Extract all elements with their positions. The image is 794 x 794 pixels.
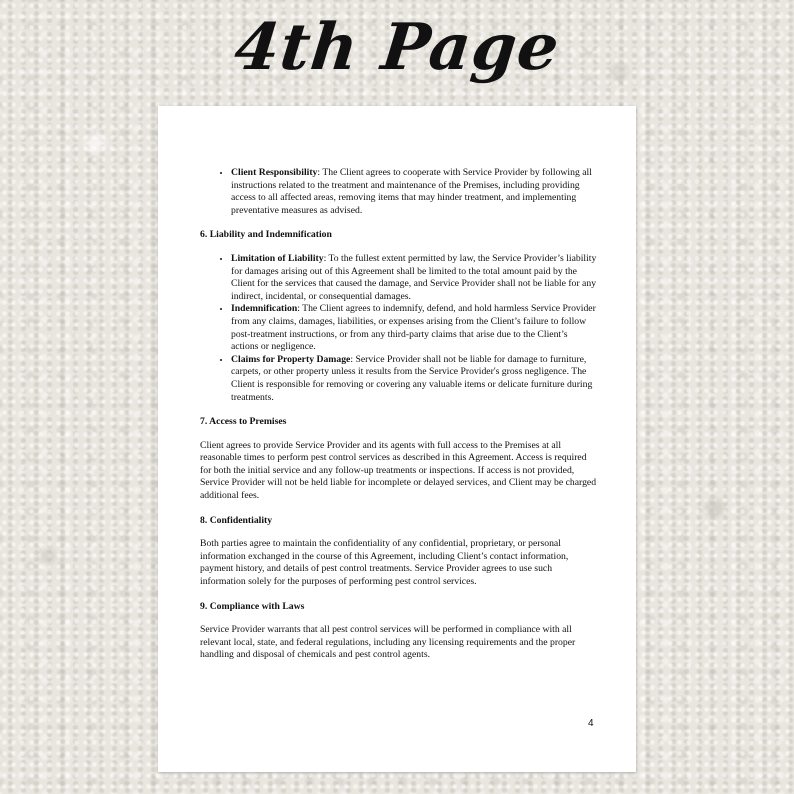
item-term: Indemnification [231,303,298,315]
item-text: : To the fullest extent permitted by law, the Service Provider’s liability for damages arising out of this Agreement shall be limited to the total amount paid by the Client for the services that caused the damage, and Service Provider shall not be liable for any indirect, incidental, or consequential damages. [231,252,597,302]
responsibility-list [200,167,597,217]
section-heading-compliance: 9. Compliance with Laws [200,600,305,612]
section-heading-liability: 6. Liability and Indemnification [200,229,332,241]
list-item [231,253,597,303]
section-heading-access: 7. Access to Premises [200,416,287,428]
section-paragraph-access: Client agrees to provide Service Provider and its agents with full access to the Premises at all reasonable times to perform pest control services as described in this Agreement. Access is required for both the initial service and any follow-up treatments or inspections. If access is not provided, Service Provider will not be held liable for incomplete or delayed services, and Client may be charged additional fees. [200,439,597,502]
list-item [231,303,597,353]
page-headline: 4th Page [230,10,564,85]
liability-list [200,253,597,404]
item-text: : The Client agrees to cooperate with Service Provider by following all instructions related to the treatment and maintenance of the Premises, including providing access to all affected areas, removing items that may hinder treatment, and implementing preventative measures as advised. [231,167,592,216]
section-paragraph-compliance: Service Provider warrants that all pest control services will be performed in compliance with all relevant local, state, and federal regulations, including any licensing requirements and the proper handling and disposal of chemicals and pest control agents. [200,624,576,661]
item-text: : The Client agrees to indemnify, defend, and hold harmless Service Provider from any claims, damages, liabilities, or expenses arising from the Client’s failure to follow post-treatment instructions, or from any third-party claims that arise due to the Client’s actions or negligence. [231,303,596,353]
list-item [231,167,597,217]
document-page [158,106,636,772]
list-item [231,354,597,404]
document-content [200,167,597,662]
section-heading-confidentiality: 8. Confidentiality [200,514,273,526]
item-term: Claims for Property Damage [231,353,351,365]
item-term: Limitation of Liability [231,252,324,264]
item-term: Client Responsibility [231,167,318,178]
section-paragraph-confidentiality: Both parties agree to maintain the confidentiality of any confidential, proprietary, or personal information exchanged in the course of this Agreement, including Client’s contact information, payment history, and details of pest control treatments. Service Provider agrees to use such information solely for the purposes of performing pest control services. [200,538,569,588]
item-text: : Service Provider shall not be liable for damage to furniture, carpets, or other property unless it results from the Service Provider's gross negligence. The Client is responsible for removing or covering any valuable items or delicate furniture during treatments. [231,353,593,403]
page-number: 4 [588,718,594,729]
